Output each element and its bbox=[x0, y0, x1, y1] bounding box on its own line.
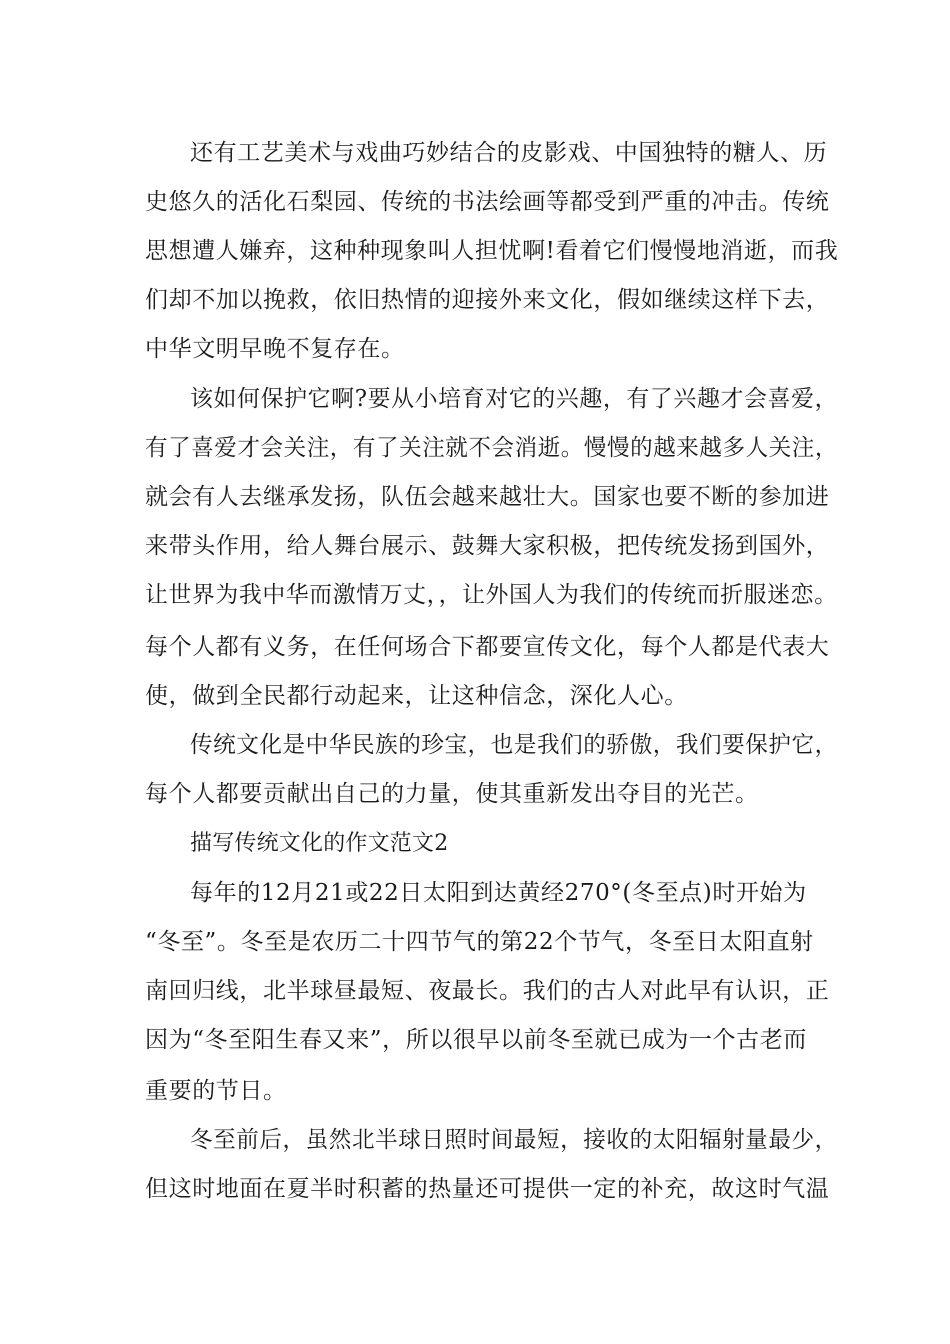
text-line: 但这时地面在夏半时积蓄的热量还可提供一定的补充，故这时气温 bbox=[145, 1176, 830, 1202]
text-line: 传统文化是中华民族的珍宝，也是我们的骄傲，我们要保护它， bbox=[190, 732, 838, 758]
text-line: 就会有人去继承发扬，队伍会越来越壮大。国家也要不断的参加进 bbox=[145, 484, 830, 510]
text-line: 还有工艺美术与戏曲巧妙结合的皮影戏、中国独特的糖人、历 bbox=[190, 140, 828, 166]
text-line: 南回归线，北半球昼最短、夜最长。我们的古人对此早有认识，正 bbox=[145, 978, 830, 1004]
text-line: 有了喜爱才会关注，有了关注就不会消逝。慢慢的越来越多人关注， bbox=[145, 435, 838, 461]
text-line: 该如何保护它啊?要从小培育对它的兴趣，有了兴趣才会喜爱， bbox=[190, 386, 839, 412]
text-line: 中华文明早晚不复存在。 bbox=[145, 336, 405, 362]
text-line: 让世界为我中华而激情万丈，，让外国人为我们的传统而折服迷恋。 bbox=[145, 582, 838, 608]
text-line: 思想遭人嫌弃，这种种现象叫人担忧啊!看着它们慢慢地消逝，而我 bbox=[145, 238, 839, 264]
text-line: 使，做到全民都行动起来，让这种信念，深化人心。 bbox=[145, 683, 688, 709]
text-line: 史悠久的活化石梨园、传统的书法绘画等都受到严重的冲击。传统 bbox=[145, 189, 830, 215]
text-line: 重要的节日。 bbox=[145, 1078, 287, 1104]
text-line: 冬至前后，虽然北半球日照时间最短，接收的太阳辐射量最少， bbox=[190, 1127, 838, 1153]
text-line: 每个人都要贡献出自己的力量，使其重新发出夺目的光芒。 bbox=[145, 781, 759, 807]
text-line: 每个人都有义务，在任何场合下都要宣传文化，每个人都是代表大 bbox=[145, 634, 830, 660]
text-line: “冬至”。冬至是农历二十四节气的第22个节气，冬至日太阳直射 bbox=[145, 929, 814, 955]
text-line: 因为“冬至阳生春又来”，所以很早以前冬至就已成为一个古老而 bbox=[145, 1027, 807, 1053]
text-line: 每年的12月21或22日太阳到达黄经270°(冬至点)时开始为 bbox=[190, 880, 807, 906]
section-heading: 描写传统文化的作文范文2 bbox=[190, 831, 449, 856]
text-line: 来带头作用，给人舞台展示、鼓舞大家积极，把传统发扬到国外， bbox=[145, 533, 830, 559]
text-line: 们却不加以挽救，依旧热情的迎接外来文化，假如继续这样下去， bbox=[145, 287, 830, 313]
